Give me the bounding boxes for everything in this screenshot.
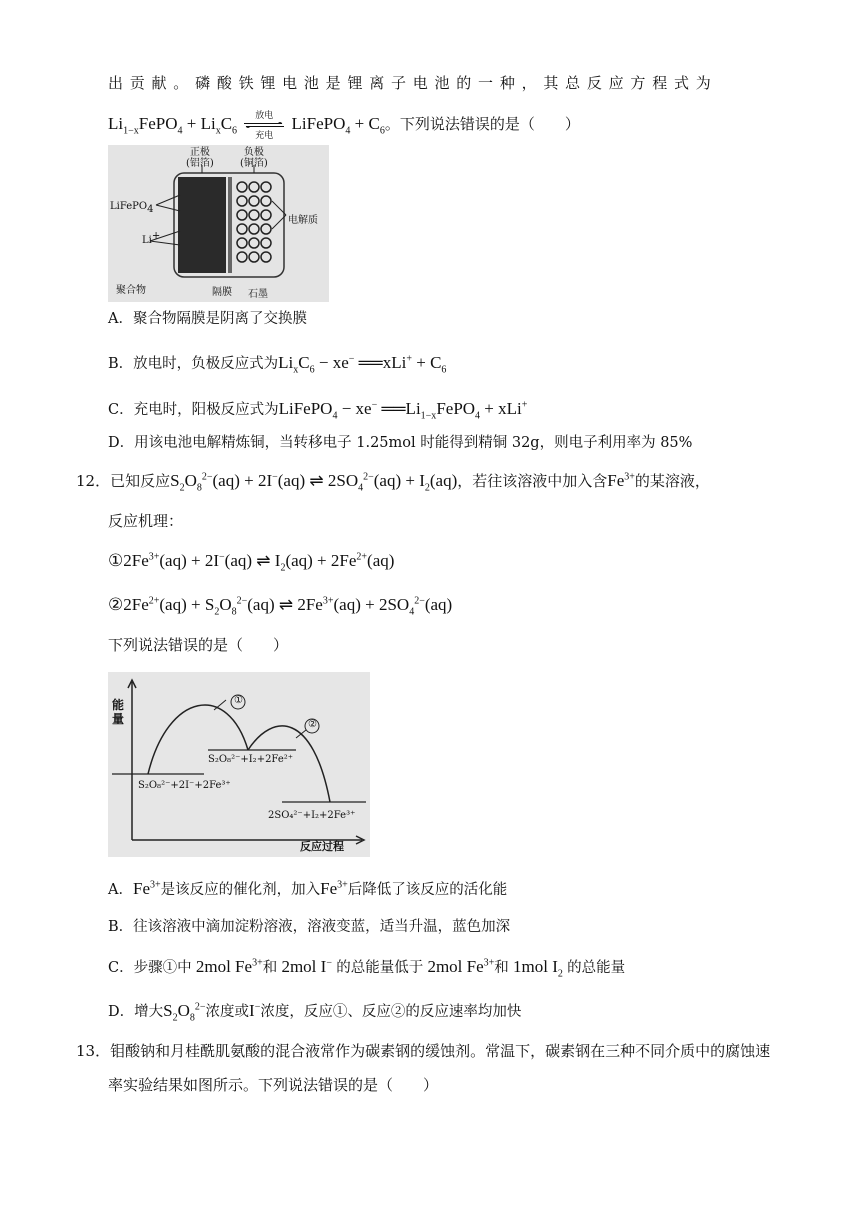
q13-text: 钼酸钠和月桂酰肌氨酸的混合液常作为碳素钢的缓蚀剂。常温下，碳素钢在三种不同介质中的腐蚀速 xyxy=(110,1042,771,1060)
q11-question: 。下列说法错误的是（ ） xyxy=(384,114,580,133)
q12-question: 下列说法错误的是（ ） xyxy=(108,636,289,654)
eq-sub: 6 xyxy=(379,125,385,137)
step1-mark: ① xyxy=(108,551,124,570)
q11-option-a: A．聚合物隔膜是阴离了交换膜 xyxy=(108,311,307,327)
li-text: Li xyxy=(142,235,152,246)
eq-text: + Li xyxy=(182,113,216,133)
opt-d-text: 浓度或 xyxy=(205,1004,250,1020)
q13-number: 13． xyxy=(76,1042,111,1060)
opt-a-text: 是该反应的催化剂，加入 xyxy=(160,882,321,898)
q12-option-b: B．往该溶液中滴加淀粉溶液，溶液变蓝，适当升温，蓝色加深 xyxy=(108,919,511,935)
q11-equation xyxy=(108,110,580,140)
opt-d-text: D．增大 xyxy=(108,1004,164,1020)
eq-sub: x xyxy=(215,125,221,137)
q12-option-c: C．步骤①中 2mol $Fe^{3+}$和 2mol I− 的总能量低于 2mol $Fe^{3+}$和 1mol $I_2$ 的总能量 xyxy=(108,957,626,980)
eq-sub: 4 xyxy=(177,125,183,137)
q13-line1 xyxy=(76,1040,770,1062)
fig-separator: 隔膜 xyxy=(212,287,232,298)
y-label-2: 量 xyxy=(112,712,125,726)
curve1-label: ① xyxy=(234,695,243,706)
q11-intro: 出 贡 献 。 磷 酸 铁 锂 电 池 是 锂 离 子 电 池 的 一 种 ， 其 总 反 应 方 程 式 为 xyxy=(108,74,712,92)
step2-mark: ② xyxy=(108,595,124,614)
eq-sub: 1−x xyxy=(123,125,139,137)
state-initial: S₂O₈²⁻+2I⁻+2Fe³⁺ xyxy=(138,780,231,791)
y-axis-label xyxy=(112,698,124,726)
q13-line2: 率实验结果如图所示。下列说法错误的是（ ） xyxy=(108,1076,439,1094)
opt-a-text: 后降低了该反应的活化能 xyxy=(347,882,508,898)
state-intermediate: S₂O₈²⁻+I₂+2Fe²⁺ xyxy=(208,754,294,765)
fig-polymer: 聚合物 xyxy=(116,285,146,296)
fig-lifepo4 xyxy=(110,201,154,215)
eq-text: C xyxy=(220,113,233,133)
fig-electrolyte: 电解质 xyxy=(288,215,318,226)
opt-a-letter: A． xyxy=(108,882,133,898)
q12-option-d: D．增大$S_2O_8^{2-}$浓度或I−浓度，反应①、反应②的反应速率均加快 xyxy=(108,1001,522,1024)
eq-text: FePO xyxy=(138,113,178,133)
q12-number: 12． xyxy=(76,472,111,490)
opt-c-text: 的总能量 xyxy=(567,960,626,976)
curve2-label: ② xyxy=(308,719,317,730)
q12-option-a: A．$Fe^{3+}$是该反应的催化剂，加入$Fe^{3+}$后降低了该反应的活化能 xyxy=(108,879,508,898)
fig-graphite: 石墨 xyxy=(248,289,268,300)
fig-pos-label xyxy=(186,147,214,169)
arrow-label-top: 放电 xyxy=(255,110,274,120)
energy-figure xyxy=(108,672,370,857)
opt-b-text: B．放电时，负极反应式为 xyxy=(108,356,279,372)
neg-electrode: 负极 xyxy=(243,147,264,158)
q12-text: 已知反应 xyxy=(110,472,171,490)
q11-option-c: C．充电时，阳极反应式为LiFePO$_4$ − xe− $══Li_{1-x}FePO_4 + xLi^+$ xyxy=(108,399,528,422)
double-arrow-icon xyxy=(244,122,284,128)
eq-text: + C xyxy=(350,113,380,133)
li-sup: + xyxy=(151,230,161,242)
q12-text: ，若往该溶液中加入含 xyxy=(457,472,608,490)
lifepo4-sub: 4 xyxy=(147,204,154,215)
fig-neg-label xyxy=(240,147,268,169)
eq-sub: 4 xyxy=(345,125,351,137)
reversible-arrow xyxy=(244,110,284,140)
pos-foil: (铝箔) xyxy=(186,158,214,169)
q12-step2: $②2Fe^{2+}(aq) + S_2O_8^{2-}(aq)$ ⇌ $2Fe^{3+}(aq) + 2SO_4^{2-}(aq)$ xyxy=(108,595,453,618)
pos-electrode: 正极 xyxy=(189,147,210,158)
opt-c-text: 和 xyxy=(262,960,278,976)
q12-text: 的某溶液， xyxy=(634,472,710,490)
q12-stem: 12．已知反应$S_2O_8^{2-}(aq) + 2I^-(aq)$ ⇌ $2SO_4^{2-}(aq) + I_2(aq)$，若往该溶液中加入含$Fe^{3+}$的某溶液， xyxy=(76,471,710,494)
opt-c-text: 的总能量低于 xyxy=(336,960,424,976)
battery-figure xyxy=(108,145,329,302)
state-final: 2SO₄²⁻+I₂+2Fe³⁺ xyxy=(268,810,356,821)
fig-li xyxy=(142,230,161,246)
eq-text: Li xyxy=(108,113,124,133)
arrow-label-bottom: 充电 xyxy=(255,130,274,140)
opt-c-text: C．充电时，阳极反应式为 xyxy=(108,402,279,418)
opt-d-text: 浓度，反应①、反应②的反应速率均加快 xyxy=(260,1004,522,1020)
lifepo4-text: LiFePO xyxy=(110,201,148,212)
opt-c-text: C．步骤①中 xyxy=(108,960,192,976)
q12-step1: $①2Fe^{3+}(aq) + 2I^-(aq)$ ⇌ $I_2(aq) + 2Fe^{2+}(aq)$ xyxy=(108,551,395,574)
q12-mechanism-label: 反应机理： xyxy=(108,512,184,530)
y-label-1: 能 xyxy=(112,698,125,712)
eq-sub: 6 xyxy=(232,125,238,137)
x-axis-label: 反应过程 xyxy=(300,840,344,853)
neg-foil: (铜箔) xyxy=(240,158,268,169)
q11-option-d: D．用该电池电解精炼铜，当转移电子 1.25mol 时能得到精铜 32g，则电子利用率为 85% xyxy=(108,435,693,451)
eq-text: LiFePO xyxy=(291,113,346,133)
q11-option-b: B．放电时，负极反应式为$Li_xC_6 - xe^-$ ══xLi+ + $C_6$ xyxy=(108,353,447,376)
